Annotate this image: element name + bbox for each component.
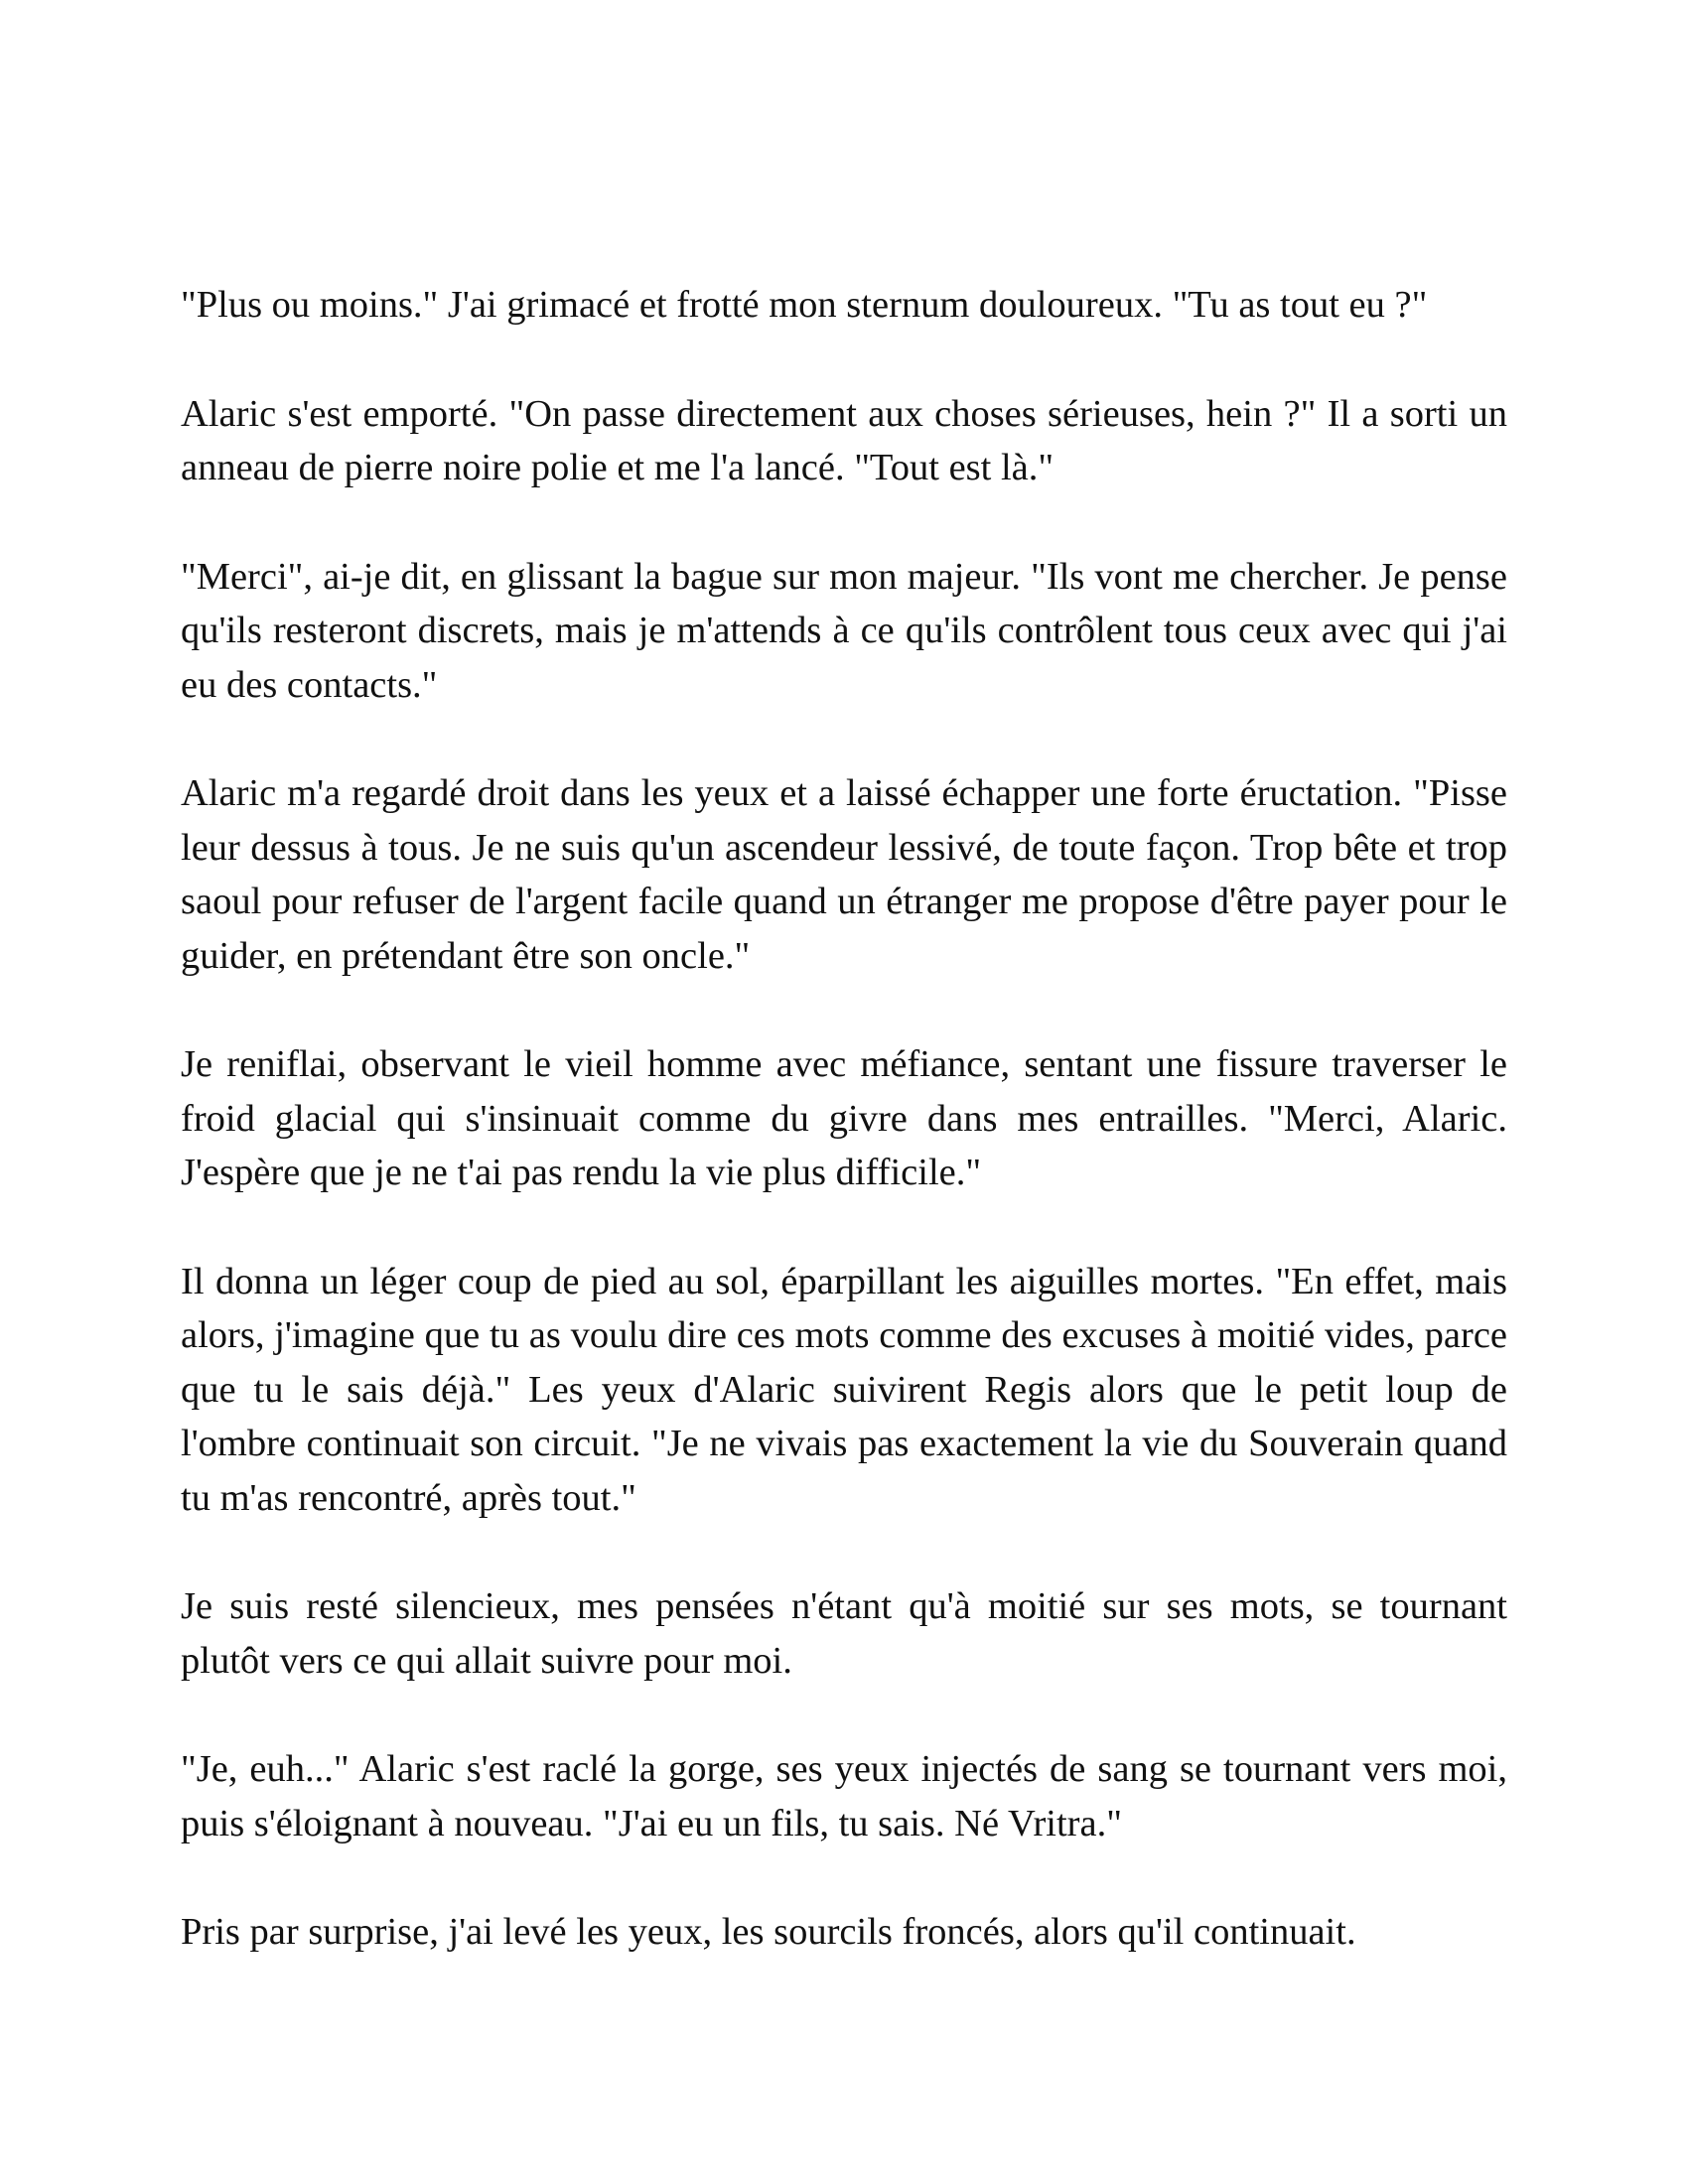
paragraph-8: "Je, euh..." Alaric s'est raclé la gorge, ses yeux injectés de sang se tournant vers moi, puis s'éloignant à nouveau. "J'ai eu un fils, tu sais. Né Vritra." xyxy=(181,1748,1507,1844)
paragraph-6: Il donna un léger coup de pied au sol, éparpillant les aiguilles mortes. "En effet, mais alors, j'imagine que tu as voulu dire ces mots comme des excuses à moitié vides, parce que tu le sais déjà." Les yeux d'Alaric suivirent Regis alors que le petit loup de l'ombre continuait son circuit. "Je ne vivais pas exactement la vie du Souverain quand tu m'as rencontré, après tout." xyxy=(181,1260,1507,1519)
paragraph-5: Je reniflai, observant le vieil homme avec méfiance, sentant une fissure traverser le froid glacial qui s'insinuait comme du givre dans mes entrailles. "Merci, Alaric. J'espère que je ne t'ai pas rendu la vie plus difficile." xyxy=(181,1043,1507,1193)
paragraph-4: Alaric m'a regardé droit dans les yeux et a laissé échapper une forte éructation. "Pisse leur dessus à tous. Je ne suis qu'un ascendeur lessivé, de toute façon. Trop bête et trop saoul pour refuser de l'argent facile quand un étranger me propose d'être payer pour le guider, en prétendant être son oncle." xyxy=(181,772,1507,977)
paragraph-9: Pris par surprise, j'ai levé les yeux, les sourcils froncés, alors qu'il continuait. xyxy=(181,1911,1356,1953)
text-body xyxy=(181,278,1507,1960)
paragraph-1: "Plus ou moins." J'ai grimacé et frotté mon sternum douloureux. "Tu as tout eu ?" xyxy=(181,284,1428,326)
paragraph-2: Alaric s'est emporté. "On passe directement aux choses sérieuses, hein ?" Il a sorti un anneau de pierre noire polie et me l'a lancé. "Tout est là." xyxy=(181,392,1507,488)
paragraph-7: Je suis resté silencieux, mes pensées n'étant qu'à moitié sur ses mots, se tournant plutôt vers ce qui allait suivre pour moi. xyxy=(181,1585,1507,1682)
paragraph-3: "Merci", ai-je dit, en glissant la bague sur mon majeur. "Ils vont me chercher. Je pense qu'ils resteront discrets, mais je m'attends à ce qu'ils contrôlent tous ceux avec qui j'ai eu des contacts." xyxy=(181,555,1507,706)
